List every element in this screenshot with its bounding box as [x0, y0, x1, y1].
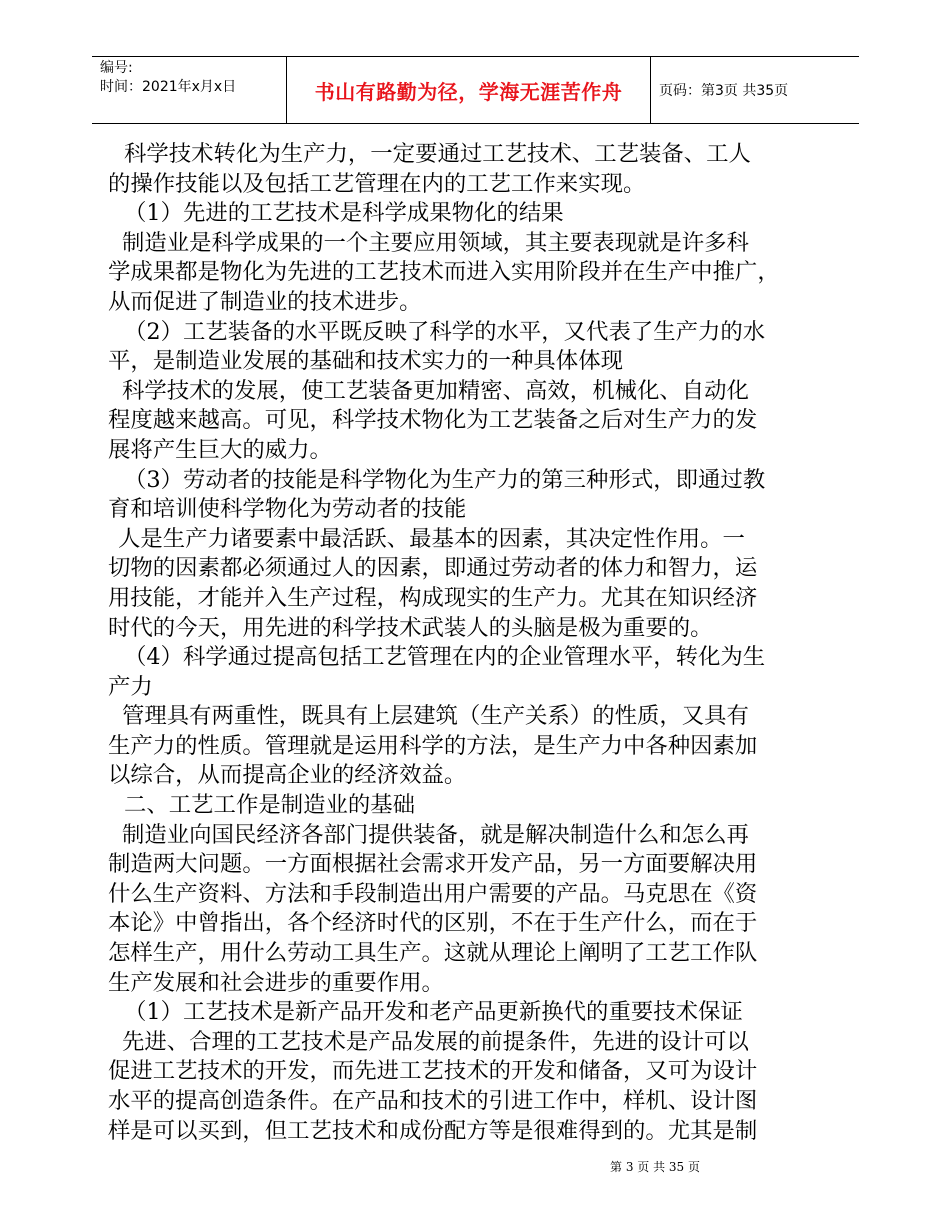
- body-line: 水平的提高创造条件。在产品和技术的引进工作中，样机、设计图: [108, 1088, 758, 1114]
- number-label: 编号:: [100, 60, 133, 76]
- header-meta-cell: [92, 57, 287, 123]
- body-line: 科学技术转化为生产力，一定要通过工艺技术、工艺装备、工人: [124, 141, 751, 167]
- body-line: 平，是制造业发展的基础和技术实力的一种具体体现: [108, 348, 623, 375]
- body-line: 产力: [108, 673, 153, 700]
- body-line: （1）先进的工艺技术是科学成果物化的结果: [124, 200, 564, 227]
- body-line: 促进工艺技术的开发，而先进工艺技术的开发和储备，又可为设计: [108, 1058, 758, 1085]
- body-line: 人是生产力诸要素中最活跃、最基本的因素，其决定性作用。一: [118, 525, 745, 552]
- body-line: （4）科学通过提高包括工艺管理在内的企业管理水平，转化为生: [124, 644, 766, 671]
- body-line: 学成果都是物化为先进的工艺技术而进入实用阶段并在生产中推广，: [108, 259, 780, 286]
- body-line: 从而促进了制造业的技术进步。: [108, 288, 422, 315]
- time-label: 时间：2021年x月x日: [100, 79, 237, 95]
- body-line: 先进、合理的工艺技术是产品发展的前提条件，先进的设计可以: [122, 1028, 749, 1055]
- body-line: 时代的今天，用先进的科学技术武装人的头脑是极为重要的。: [108, 614, 713, 641]
- body-line: 程度越来越高。可见，科学技术物化为工艺装备之后对生产力的发: [108, 407, 758, 434]
- body-line: （1）工艺技术是新产品开发和老产品更新换代的重要技术保证: [124, 999, 743, 1026]
- body-line: 切物的因素都必须通过人的因素，即通过劳动者的体力和智力，运: [108, 555, 758, 582]
- body-line: 以综合，从而提高企业的经济效益。: [108, 762, 467, 789]
- body-line: 样是可以买到，但工艺技术和成份配方等是很难得到的。尤其是制: [108, 1117, 758, 1144]
- body-line: 的操作技能以及包括工艺管理在内的工艺工作来实现。: [108, 170, 646, 197]
- document-body: [108, 140, 850, 1146]
- body-line: （3）劳动者的技能是科学物化为生产力的第三种形式，即通过教: [124, 466, 766, 493]
- body-line: 制造两大问题。一方面根据社会需求开发产品，另一方面要解决用: [108, 851, 758, 878]
- body-line: 育和培训使科学物化为劳动者的技能: [108, 496, 467, 523]
- section-heading: 二、工艺工作是制造业的基础: [124, 792, 416, 819]
- body-line: 科学技术的发展，使工艺装备更加精密、高效，机械化、自动化: [122, 377, 749, 404]
- body-line: （2）工艺装备的水平既反映了科学的水平，又代表了生产力的水: [124, 318, 766, 345]
- motto: 书山有路勤为径，学海无涯苦作舟: [287, 57, 651, 123]
- body-line: 怎样生产，用什么劳动工具生产。这就从理论上阐明了工艺工作队: [108, 940, 758, 967]
- body-line: 生产力的性质。管理就是运用科学的方法，是生产力中各种因素加: [108, 732, 758, 759]
- page-footer: 第 3 页 共 35 页: [610, 1160, 700, 1174]
- page-header: [92, 56, 859, 124]
- body-line: 管理具有两重性，既具有上层建筑（生产关系）的性质，又具有: [122, 703, 749, 730]
- body-line: 展将产生巨大的威力。: [108, 436, 332, 463]
- body-line: 制造业是科学成果的一个主要应用领域，其主要表现就是许多科: [122, 229, 749, 256]
- body-line: 用技能，才能并入生产过程，构成现实的生产力。尤其在知识经济: [108, 584, 758, 611]
- body-line: 制造业向国民经济各部门提供装备，就是解决制造什么和怎么再: [122, 821, 749, 848]
- body-line: 本论》中曾指出，各个经济时代的区别，不在于生产什么，而在于: [108, 910, 758, 937]
- page-info: 页码：第3页 共35页: [659, 83, 789, 99]
- body-line: 生产发展和社会进步的重要作用。: [108, 969, 444, 996]
- body-line: 什么生产资料、方法和手段制造出用户需要的产品。马克思在《资: [108, 880, 758, 907]
